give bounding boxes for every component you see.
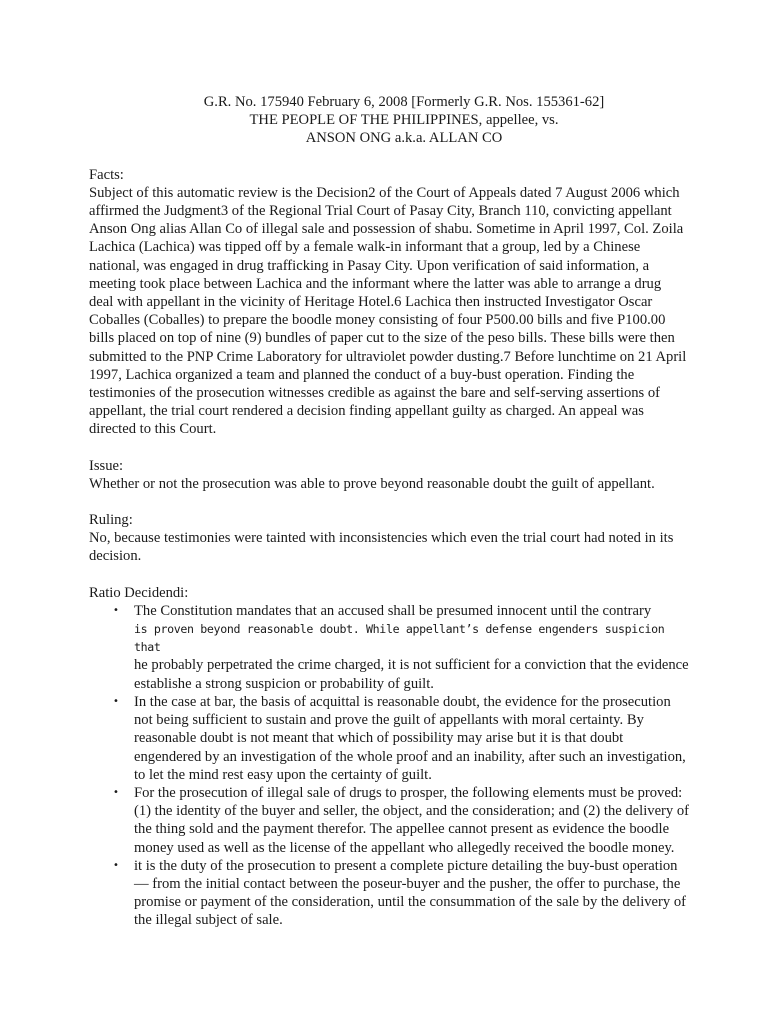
ratio-item-3 — [89, 784, 689, 857]
bullet-icon: • — [113, 695, 119, 707]
ratio-item-4 — [89, 857, 689, 930]
ratio-item-1-text-a: The Constitution mandates that an accused shall be presumed innocent until the contrary — [134, 602, 652, 619]
case-number: G.R. No. 175940 February 6, 2008 [Formerly G.R. Nos. 155361-62] — [203, 94, 605, 110]
case-parties-appellee: THE PEOPLE OF THE PHILIPPINES, appellee, vs. — [249, 112, 559, 129]
ratio-item-4-text: it is the duty of the prosecution to present a complete picture detailing the buy-bust operation— from the initial contact between the poseur-buyer and the pusher, the offer to purchase, the promise or payment of the consideration, until the consummation of the sale by the delivery of the illegal subject of sale. — [134, 857, 686, 929]
case-header — [119, 93, 689, 148]
ratio-item-2 — [89, 693, 689, 784]
ruling-text: No, because testimonies were tainted with inconsistencies which even the trial court had noted in its decision. — [89, 530, 674, 565]
ratio-list — [89, 602, 689, 930]
facts-label: Facts: — [89, 166, 124, 183]
bullet-icon: • — [113, 604, 119, 616]
issue-label: Issue: — [89, 457, 124, 474]
ratio-label: Ratio Decidendi: — [89, 584, 189, 601]
document-page — [89, 93, 689, 930]
ratio-item-1 — [89, 602, 689, 693]
bullet-icon: • — [113, 786, 119, 798]
bullet-icon: • — [113, 859, 119, 871]
ratio-item-1-text-c: he probably perpetrated the crime charged, it is not sufficient for a conviction that the evidence establishe a strong suspicion or probability of guilt. — [134, 657, 689, 692]
ruling-label: Ruling: — [89, 512, 133, 529]
case-parties-appellant: ANSON ONG a.k.a. ALLAN CO — [305, 130, 503, 147]
facts-text: Subject of this automatic review is the Decision2 of the Court of Appeals dated 7 August 2006 which affirmed the Judgment3 of the Regional Trial Court of Pasay City, Branch 110, convicting appellant Anson Ong alias Allan Co of illegal sale and possession of shabu. Sometime in April 1997, Col. Zoila Lachica (Lachica) was tipped off by a female walk-in informant that a group, led by a Chinese national, was engaged in drug trafficking in Pasay City. Upon verification of said information, a meeting took place between Lachica and the informant where the latter was able to arrange a drug deal with appellant in the vicinity of Heritage Hotel.6 Lachica then instructed Investigator Oscar Coballes (Coballes) to prepare the boodle money consisting of four P500.00 bills and five P100.00 bills placed on top of nine (9) bundles of paper cut to the size of the peso bills. These bills were then submitted to the PNP Crime Laboratory for ultraviolet powder dusting.7 Before lunchtime on 21 April 1997, Lachica organized a team and planned the conduct of a buy-bust operation. Finding the testimonies of the prosecution witnesses credible as against the bare and self-serving assertions of appellant, the trial court rendered a decision finding appellant guilty as charged. An appeal was directed to this Court. — [89, 184, 687, 438]
ratio-item-3-text: For the prosecution of illegal sale of drugs to prosper, the following elements must be proved: (1) the identity of the buyer and seller, the object, and the consideration; and (2) the delivery of the thing sold and the payment therefor. The appellee cannot present as evidence the boodle money used as well as the license of the appellant who allegedly received the boodle money. — [134, 784, 690, 856]
ratio-item-2-text: In the case at bar, the basis of acquittal is reasonable doubt, the evidence for the prosecution not being sufficient to sustain and prove the guilt of appellants with moral certainty. By reasonable doubt is not meant that which of possibility may arise but it is that doubt engendered by an investigation of the whole proof and an inability, after such an investigation, to let the mind rest easy upon the certainty of guilt. — [134, 693, 686, 783]
ratio-item-1-text-b: is proven beyond reasonable doubt. While appellant’s defense engenders suspicion that — [134, 622, 665, 655]
issue-text: Whether or not the prosecution was able to prove beyond reasonable doubt the guilt of appellant. — [89, 475, 655, 492]
